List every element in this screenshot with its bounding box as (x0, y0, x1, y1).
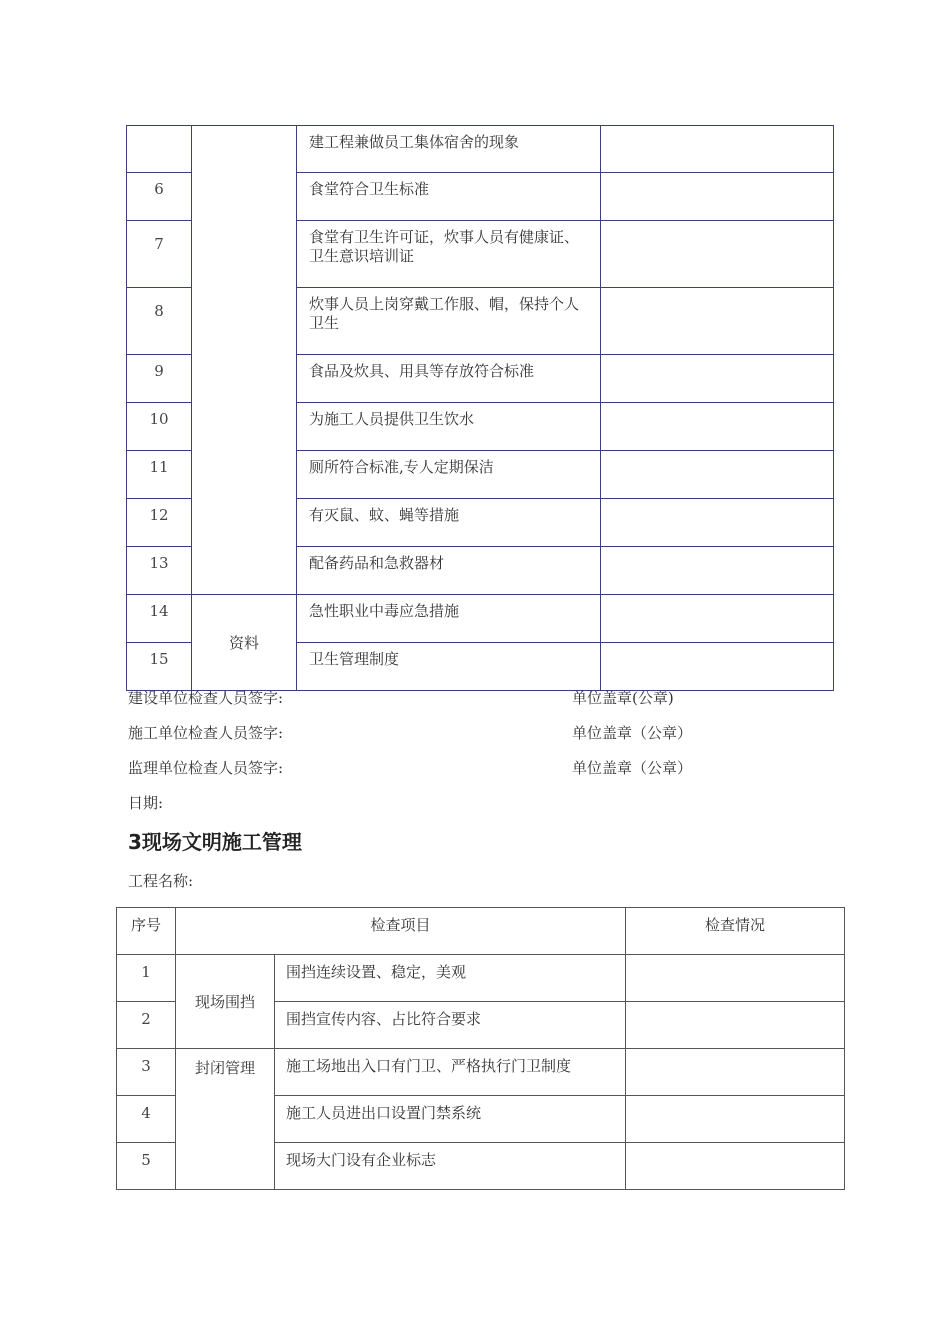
check-item: 建工程兼做员工集体宿舍的现象 (297, 126, 601, 173)
check-status-cell[interactable] (601, 547, 834, 595)
check-status-cell[interactable] (601, 451, 834, 499)
row-number: 5 (117, 1143, 176, 1190)
check-item: 有灭鼠、蚊、蝇等措施 (297, 499, 601, 547)
check-status-cell[interactable] (601, 126, 834, 173)
check-item: 急性职业中毒应急措施 (297, 595, 601, 643)
check-item: 食堂有卫生许可证，炊事人员有健康证、卫生意识培训证 (297, 221, 601, 288)
category-fence: 现场围挡 (176, 955, 275, 1049)
row-number: 11 (127, 451, 192, 499)
row-number: 13 (127, 547, 192, 595)
civilized-construction-table (116, 907, 845, 1190)
construction-unit-signature-label: 建设单位检查人员签字: (128, 689, 284, 707)
check-status-cell[interactable] (626, 1049, 845, 1096)
row-number: 3 (117, 1049, 176, 1096)
row-number: 9 (127, 355, 192, 403)
builder-unit-seal-label: 单位盖章（公章） (572, 724, 693, 742)
project-name-label: 工程名称: (128, 872, 194, 890)
check-item: 食堂符合卫生标准 (297, 173, 601, 221)
table-row (117, 955, 845, 1002)
check-item: 围挡连续设置、稳定，美观 (275, 955, 626, 1002)
check-status-cell[interactable] (601, 173, 834, 221)
check-item: 围挡宣传内容、占比符合要求 (275, 1002, 626, 1049)
check-item: 为施工人员提供卫生饮水 (297, 403, 601, 451)
supervision-unit-seal-label: 单位盖章（公章） (572, 759, 693, 777)
check-item: 厕所符合标准,专人定期保洁 (297, 451, 601, 499)
header-item: 检查项目 (176, 908, 626, 955)
row-number: 15 (127, 643, 192, 691)
table-header-row (117, 908, 845, 955)
check-status-cell[interactable] (601, 355, 834, 403)
check-status-cell[interactable] (601, 595, 834, 643)
check-item: 现场大门设有企业标志 (275, 1143, 626, 1190)
row-number: 10 (127, 403, 192, 451)
header-status: 检查情况 (626, 908, 845, 955)
table-row (127, 595, 834, 643)
builder-unit-signature-label: 施工单位检查人员签字: (128, 724, 284, 742)
check-status-cell[interactable] (626, 955, 845, 1002)
category-cell (192, 126, 297, 595)
table-row (117, 1049, 845, 1096)
row-number: 14 (127, 595, 192, 643)
check-status-cell[interactable] (626, 1143, 845, 1190)
row-number: 4 (117, 1096, 176, 1143)
check-item: 卫生管理制度 (297, 643, 601, 691)
row-number: 6 (127, 173, 192, 221)
table-row (127, 126, 834, 173)
check-item: 施工场地出入口有门卫、严格执行门卫制度 (275, 1049, 626, 1096)
date-label: 日期: (128, 794, 164, 812)
category-materials: 资料 (192, 595, 297, 691)
section-title: 3现场文明施工管理 (128, 830, 302, 854)
header-num: 序号 (117, 908, 176, 955)
check-item: 食品及炊具、用具等存放符合标准 (297, 355, 601, 403)
supervision-unit-signature-label: 监理单位检查人员签字: (128, 759, 284, 777)
check-status-cell[interactable] (601, 499, 834, 547)
row-number: 2 (117, 1002, 176, 1049)
check-status-cell[interactable] (626, 1002, 845, 1049)
check-status-cell[interactable] (601, 643, 834, 691)
row-number: 8 (127, 288, 192, 355)
check-status-cell[interactable] (601, 221, 834, 288)
category-closed: 封闭管理 (176, 1049, 275, 1190)
check-status-cell[interactable] (601, 403, 834, 451)
hygiene-check-table (126, 125, 834, 691)
check-status-cell[interactable] (626, 1096, 845, 1143)
row-number: 7 (127, 221, 192, 288)
check-item: 炊事人员上岗穿戴工作服、帽，保持个人卫生 (297, 288, 601, 355)
check-item: 施工人员进出口设置门禁系统 (275, 1096, 626, 1143)
construction-unit-seal-label: 单位盖章(公章) (572, 689, 674, 707)
row-number: 12 (127, 499, 192, 547)
row-number: 1 (117, 955, 176, 1002)
check-status-cell[interactable] (601, 288, 834, 355)
row-number (127, 126, 192, 173)
check-item: 配备药品和急救器材 (297, 547, 601, 595)
